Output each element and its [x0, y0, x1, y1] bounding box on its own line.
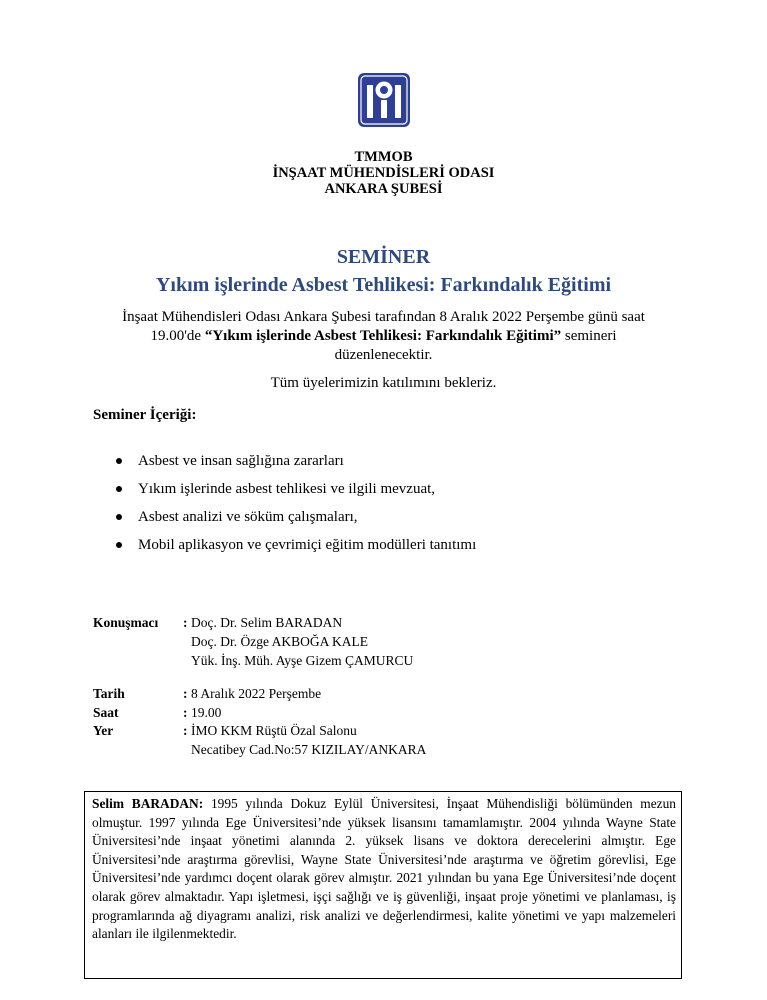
- time-colon: :: [183, 705, 188, 720]
- bullet-icon: [116, 514, 122, 520]
- time-label: Saat: [93, 705, 119, 720]
- invite-text: Tüm üyelerimizin katılımını bekleriz.: [270, 375, 497, 391]
- intro-text-after: semineri düzenlenecektir.: [334, 328, 617, 363]
- content-list: [116, 451, 476, 563]
- list-item: [116, 507, 476, 535]
- seminar-intro: [100, 308, 667, 365]
- place-label: Yer: [93, 723, 114, 738]
- place-line-1: İMO KKM Rüştü Özal Salonu: [191, 723, 357, 738]
- org-name-line-1: TMMOB: [354, 149, 413, 165]
- seminar-title: Yıkım işlerinde Asbest Tehlikesi: Farkındalık Eğitimi: [155, 274, 612, 296]
- bullet-icon: [116, 542, 122, 548]
- imo-logo-icon: [358, 73, 410, 127]
- org-name-line-3: ANKARA ŞUBESİ: [324, 181, 443, 197]
- list-item-text: Asbest ve insan sağlığına zararları: [138, 453, 344, 469]
- content-heading: Seminer İçeriği:: [93, 407, 197, 423]
- bio-text: 1995 yılında Dokuz Eylül Üniversitesi, İnşaat Mühendisliği bölümünden mezun olmuştur. 1997 yılında Ege Üniversitesi’nde yüksek lisansını tamamlamıştır. 2004 yılında Wayne State Üniversitesi’nde inşaat yönetimi alanında 2. yüksek lisans ve doktora derecelerini almıştır. Ege Üniversitesi’nde araştırma görevlisi, Wayne State Üniversitesi’nde araştırma ve öğretim görevlisi, Ege Üniversitesi’nde yardımcı doçent olarak görev almıştır. 2021 yılından bu yana Ege Üniversitesi’nde doçent olarak görev almaktadır. Yapı işletmesi, işçi sağlığı ve iş güvenliği, inşaat proje yönetimi ve planlaması, iş programlarında ağ diyagramı analizi, risk analizi ve değerlendirmesi, kalite yönetimi ve yapı malzemeleri alanları ile ilgilenmektedir.: [92, 796, 676, 942]
- speaker-3: Yük. İnş. Müh. Ayşe Gizem ÇAMURCU: [191, 653, 414, 668]
- seminar-label: SEMİNER: [336, 246, 431, 268]
- speaker-colon: :: [183, 615, 188, 630]
- org-name-line-2: İNŞAAT MÜHENDİSLERİ ODASI: [272, 165, 495, 181]
- intro-title-bold: “Yıkım işlerinde Asbest Tehlikesi: Farkındalık Eğitimi”: [204, 328, 562, 344]
- list-item-text: Yıkım işlerinde asbest tehlikesi ve ilgili mevzuat,: [138, 481, 436, 497]
- bullet-icon: [116, 486, 122, 492]
- bio-name: Selim BARADAN:: [92, 796, 204, 811]
- speaker-bio-box: [84, 791, 682, 979]
- intro-text-before: İnşaat Mühendisleri Odası Ankara Şubesi tarafından 8 Aralık 2022 Perşembe günü saat 19.00'de: [122, 309, 645, 344]
- list-item: [116, 535, 476, 563]
- list-item-text: Asbest analizi ve söküm çalışmaları,: [138, 509, 358, 525]
- bullet-icon: [116, 458, 122, 464]
- speaker-label: Konuşmacı: [93, 615, 159, 630]
- speaker-1: Doç. Dr. Selim BARADAN: [191, 615, 343, 630]
- time-value: 19.00: [191, 705, 222, 720]
- date-value: 8 Aralık 2022 Perşembe: [191, 686, 322, 701]
- date-colon: :: [183, 686, 188, 701]
- speaker-2: Doç. Dr. Özge AKBOĞA KALE: [191, 634, 368, 649]
- list-item: [116, 451, 476, 479]
- list-item: [116, 479, 476, 507]
- place-colon: :: [183, 723, 188, 738]
- list-item-text: Mobil aplikasyon ve çevrimiçi eğitim modülleri tanıtımı: [138, 537, 477, 553]
- date-label: Tarih: [93, 686, 125, 701]
- place-line-2: Necatibey Cad.No:57 KIZILAY/ANKARA: [191, 742, 427, 757]
